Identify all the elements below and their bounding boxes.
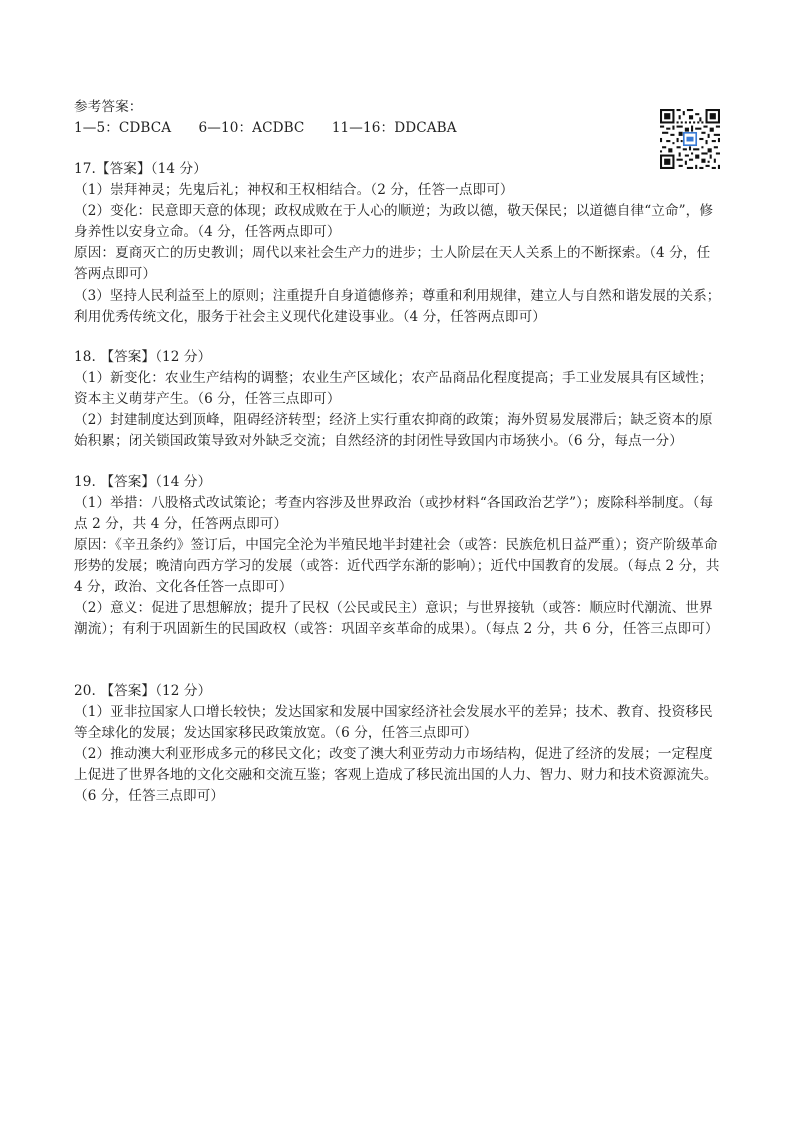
answer-20-line: （6 分，任答三点即可） (74, 788, 225, 804)
answer-17-line: 身养性以安身立命。（4 分，任答两点即可） (74, 224, 341, 240)
answer-19-line: （1）举措：八股格式改试策论；考查内容涉及世界政治（或抄材料“各国政治艺学”）；废除科举制度。（每 (74, 495, 714, 511)
answer-18-heading: 18. 【答案】（12 分） (74, 349, 212, 365)
answer-17-line: 利用优秀传统文化，服务于社会主义现代化建设事业。（4 分，任答两点即可） (74, 309, 546, 325)
page-title: 参考答案： (74, 99, 143, 115)
answer-20-heading: 20. 【答案】（12 分） (74, 683, 212, 699)
answer-18-line: （2）封建制度达到顶峰，阻碍经济转型；经济上实行重农抑商的政策；海外贸易发展滞后；缺乏资本的原 (74, 412, 713, 428)
answer-20-line: 等全球化的发展；发达国家移民政策放宽。（6 分，任答三点即可） (74, 725, 478, 741)
answer-18-line: 始积累；闭关锁国政策导致对外缺乏交流；自然经济的封闭性导致国内市场狭小。（6 分，每点一分） (74, 433, 683, 449)
answer-19-line: （2）意义：促进了思想解放；提升了民权（公民或民主）意识；与世界接轨（或答：顺应时代潮流、世界 (74, 600, 713, 616)
answer-19-line: 潮流）；有利于巩固新生的民国政权（或答：巩固辛亥革命的成果）。（每点 2 分，共 6 分，任答三点即可） (74, 621, 719, 637)
multiple-choice-answers: 1—5：CDBCA 6—10：ACDBC 11—16：DDCABA (74, 120, 457, 136)
answer-19-line: 原因：《辛丑条约》签订后，中国完全沦为半殖民地半封建社会（或答：民族危机日益严重）；资产阶级革命 (74, 537, 718, 553)
answer-20-line: 上促进了世界各地的文化交融和交流互鉴；客观上造成了移民流出国的人力、智力、财力和技术资源流失。 (74, 767, 718, 783)
answer-18-line: 资本主义萌芽产生。（6 分，任答三点即可） (74, 391, 341, 407)
answer-17-heading: 17.【答案】（14 分） (74, 161, 207, 177)
answer-18-line: （1）新变化：农业生产结构的调整；农业生产区域化；农产品商品化程度提高；手工业发展具有区域性； (74, 370, 713, 386)
answer-17-line: 原因：夏商灭亡的历史教训；周代以来社会生产力的进步；士人阶层在天人关系上的不断探索。（4 分，任 (74, 245, 711, 261)
answer-20-line: （2）推动澳大利亚形成多元的移民文化；改变了澳大利亚劳动力市场结构，促进了经济的发展；一定程度 (74, 746, 713, 762)
answer-17-line: （3）坚持人民利益至上的原则；注重提升自身道德修养；尊重和利用规律，建立人与自然和谐发展的关系； (74, 288, 721, 304)
answer-17-line: （2）变化：民意即天意的体现；政权成败在于人心的顺逆；为政以德，敬天保民；以道德自律“立命”，修 (74, 203, 714, 219)
answer-19-line: 点 2 分，共 4 分，任答两点即可） (74, 516, 288, 532)
answer-19-line: 4 分，政治、文化各任答一点即可） (74, 579, 293, 595)
qr-code-icon (660, 109, 720, 169)
answer-19-line: 形势的发展；晚清向西方学习的发展（或答：近代西学东渐的影响）；近代中国教育的发展。（每点 2 分，共 (74, 558, 720, 574)
answer-19-heading: 19. 【答案】（14 分） (74, 474, 212, 490)
answer-17-line: （1）崇拜神灵；先鬼后礼；神权和王权相结合。（2 分，任答一点即可） (74, 182, 514, 198)
answer-17-line: 答两点即可） (74, 266, 157, 282)
answer-20-line: （1）亚非拉国家人口增长较快；发达国家和发展中国家经济社会发展水平的差异；技术、教育、投资移民 (74, 704, 713, 720)
